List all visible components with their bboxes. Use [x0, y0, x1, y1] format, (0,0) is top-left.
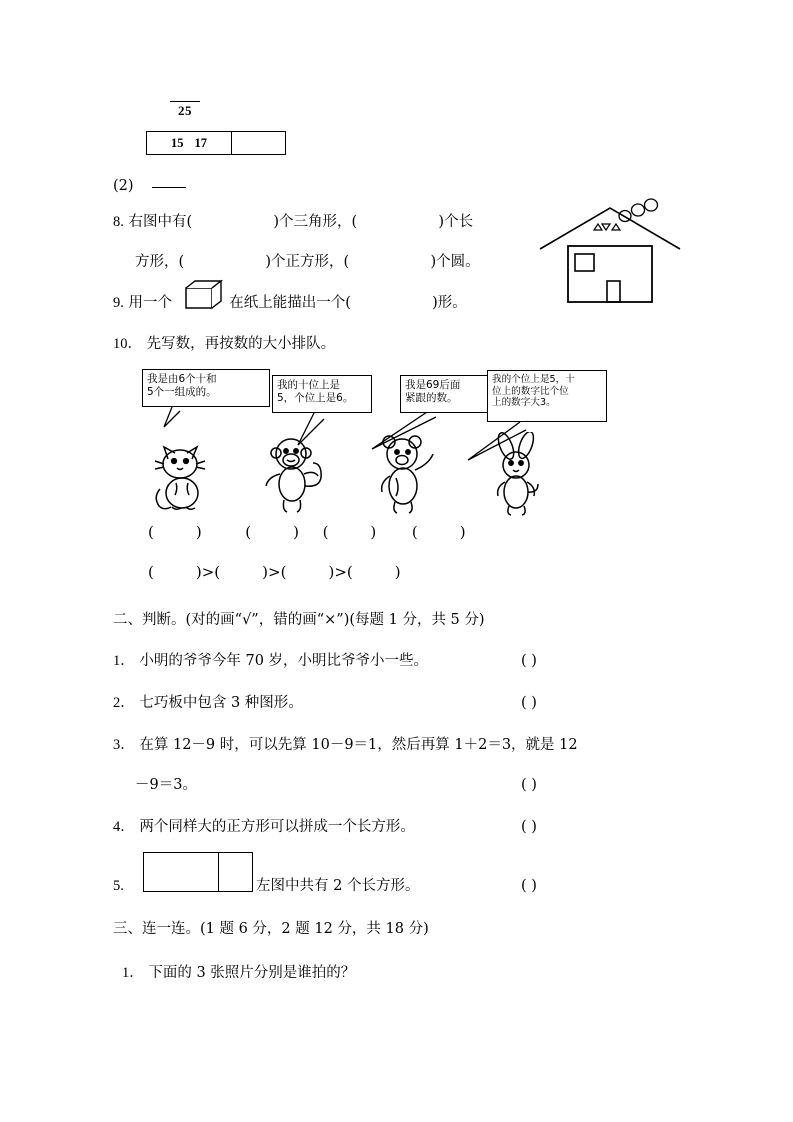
sub-item-2 — [113, 178, 186, 194]
item-10-text: 先写数，再按数的大小排队。 — [146, 336, 336, 352]
bubble-4-line-2: 位上的数字比个位 — [492, 385, 569, 397]
judge-5-number: 5. — [113, 878, 124, 894]
answer-paren-2[interactable] — [245, 523, 299, 541]
judge-item-5-text: 左图中共有 2 个长方形。 — [256, 878, 420, 894]
item-8-text-f: )个圆。 — [430, 254, 480, 270]
item-10-number: 10． — [113, 336, 142, 352]
answer-row-ordering — [148, 563, 401, 581]
rectangle-figure-item-5 — [143, 852, 253, 892]
connect-item-1 — [122, 966, 355, 981]
paren-close-3: ) — [370, 523, 377, 541]
speech-bubble-rabbit — [487, 370, 607, 422]
judge-item-3-line-2: －9＝3。 — [135, 777, 197, 793]
judge-2-answer-box[interactable]: ( ) — [521, 695, 537, 711]
gt-sign-1: > — [201, 563, 215, 581]
item-8-text-c: )个长 — [438, 214, 474, 230]
judge-4-text: 两个同样大的正方形可以拼成一个长方形。 — [139, 819, 415, 835]
paren-open-2: ( — [245, 523, 252, 541]
answer-dash[interactable] — [152, 187, 186, 188]
section-two-heading: 二、判断。(对的画“√”，错的画“×”)(每题 1 分，共 5 分) — [113, 612, 485, 628]
bubble-3-line-1: 我是69后面 — [405, 379, 461, 391]
bubble-2-line-1: 我的十位上是 — [277, 379, 340, 391]
speech-bubble-monkey — [272, 375, 372, 413]
fraction-bar — [170, 101, 200, 102]
speech-bubble-bear — [400, 375, 494, 413]
speech-bubble-cat — [142, 369, 270, 407]
item-8-text-b: )个三角形，( — [273, 214, 358, 230]
fraction-value: 25 — [178, 103, 192, 118]
item-8-line-2 — [135, 255, 480, 270]
judge-4-number: 4． — [113, 819, 135, 835]
order-paren-3[interactable]: ( ) — [280, 563, 335, 581]
order-paren-4[interactable]: ( ) — [346, 563, 401, 581]
bubble-4-line-3: 上的数字大3。 — [492, 397, 556, 409]
item-8-number: 8. — [113, 214, 124, 230]
table-cell-empty[interactable] — [232, 132, 285, 154]
bear-illustration — [370, 434, 444, 514]
bubble-2-line-2: 5，个位上是6。 — [277, 392, 354, 405]
item-9-text-b: 在纸上能描出一个( — [229, 295, 351, 311]
gt-sign-3: > — [334, 563, 347, 581]
answer-paren-3[interactable] — [323, 523, 377, 541]
judge-5-answer-box[interactable]: ( ) — [521, 878, 537, 894]
paren-open-4: ( — [411, 523, 418, 541]
house-illustration — [528, 196, 693, 304]
item-10-line — [113, 337, 335, 352]
judge-1-number: 1． — [113, 653, 135, 669]
cube-illustration — [183, 279, 227, 311]
judge-item-5-number — [113, 879, 124, 894]
judge-3-text-line-1: 在算 12－9 时，可以先算 10－9＝1，然后再算 1＋2＝3，就是 12 — [139, 737, 578, 753]
bubble-3-line-2: 紧跟的数。 — [405, 392, 458, 405]
judge-4-answer-box[interactable]: ( ) — [521, 819, 537, 835]
item-9-text-a: 用一个 — [128, 295, 172, 311]
bubble-1-line-1: 我是由6个十和 — [147, 373, 217, 385]
answer-row-values — [148, 523, 466, 541]
connect-1-text: 下面的 3 张照片分别是谁拍的？ — [148, 965, 356, 981]
judge-2-number: 2． — [113, 695, 135, 711]
item-8-text-d: 方形，( — [135, 254, 185, 270]
item-9-number: 9. — [113, 295, 124, 311]
paren-close-2: ) — [293, 523, 299, 541]
sub-item-label: (2) — [113, 178, 134, 194]
table-cell-filled — [147, 132, 232, 154]
judge-item-4 — [113, 820, 415, 835]
item-8-text-e: )个正方形，( — [265, 254, 350, 270]
judge-item-3-line-1 — [113, 738, 578, 753]
bubble-4-line-1: 我的个位上是5，十 — [492, 374, 575, 385]
judge-item-1 — [113, 654, 428, 669]
item-8-text-a: 右图中有( — [128, 214, 193, 230]
monkey-illustration — [258, 434, 336, 514]
fraction-25 — [168, 101, 202, 119]
judge-1-text: 小明的爷爷今年 70 岁，小明比爷爷小一些。 — [139, 653, 429, 669]
order-paren-2[interactable]: ( ) — [214, 563, 269, 581]
judge-3-number: 3． — [113, 737, 135, 753]
cat-illustration — [146, 437, 216, 512]
item-8-line-1 — [113, 215, 473, 230]
number-table — [146, 131, 286, 155]
judge-2-text: 七巧板中包含 3 种图形。 — [139, 695, 303, 711]
rabbit-illustration — [484, 432, 556, 516]
answer-paren-4[interactable] — [412, 523, 466, 541]
judge-3-answer-box[interactable]: ( ) — [521, 777, 537, 793]
item-9-line — [113, 296, 467, 311]
table-value-15: 15 — [171, 135, 184, 150]
paren-open-3: ( — [322, 523, 329, 541]
table-value-17: 17 — [194, 135, 207, 150]
bubble-1-line-2: 5个一组成的。 — [147, 386, 217, 399]
answer-paren-1[interactable] — [148, 523, 202, 541]
paren-open-1: ( — [148, 523, 154, 541]
connect-1-number: 1． — [122, 965, 144, 981]
paren-close-1: ) — [195, 523, 202, 541]
rectangle-divider — [218, 852, 219, 892]
item-9-text-c: )形。 — [432, 295, 467, 311]
judge-1-answer-box[interactable]: ( ) — [521, 653, 537, 669]
section-three-heading: 三、连一连。(1 题 6 分，2 题 12 分，共 18 分) — [113, 921, 429, 937]
judge-item-2 — [113, 696, 303, 711]
gt-sign-2: > — [268, 563, 281, 581]
order-paren-1[interactable]: ( ) — [148, 563, 202, 581]
paren-close-4: ) — [459, 523, 466, 541]
